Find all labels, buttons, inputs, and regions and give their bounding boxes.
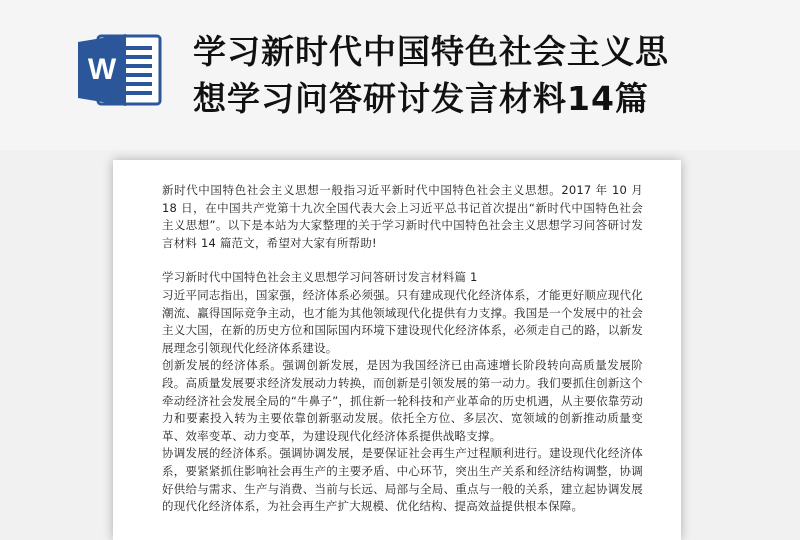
word-document-icon [76, 32, 166, 108]
title-line-2: 想学习问答研讨发言材料14篇 [193, 79, 649, 118]
section-heading: 学习新时代中国特色社会主义思想学习问答研讨发言材料篇 1 [162, 270, 478, 285]
body-paragraph: 习近平同志指出，国家强，经济体系必须强。只有建成现代化经济体系，才能更好顺应现代化潮流、赢得国际竞争主动，也才能为其他领域现代化提供有力支撑。我国是一个发展中的社会主义大国，在新的历史方位和国际国内环境下建设现代化经济体系，必须走自己的路，以新发展理念引领现代化经济体系建设。 [162, 287, 643, 355]
page-title [193, 28, 783, 122]
header-banner [0, 0, 800, 150]
word-icon-letter: W [87, 53, 117, 86]
body-paragraph: 创新发展的经济体系。强调创新发展，是因为我国经济已由高速增长阶段转向高质量发展阶段。高质量发展要求经济发展动力转换，而创新是引领发展的第一动力。我们要抓住创新这个牵动经济社会发展全局的“牛鼻子”，抓住新一轮科技和产业革命的历史机遇，从主要依靠劳动力和要素投入转为主要依靠创新驱动发展。依托全方位、多层次、宽领域的创新推动质量变革、效率变革、动力变革，为建设现代化经济体系提供战略支撑。 [162, 358, 643, 443]
document-body [162, 182, 643, 516]
body-paragraph: 协调发展的经济体系。强调协调发展，是要保证社会再生产过程顺利进行。建设现代化经济体系，要紧紧抓住影响社会再生产的主要矛盾、中心环节，突出生产关系和经济结构调整，协调好供给与需求、生产与消费、当前与长远、局部与全局、重点与一般的关系，建立起协调发展的现代化经济体系，为社会再生产扩大规模、优化结构、提高效益提供根本保障。 [162, 446, 643, 514]
intro-paragraph: 新时代中国特色社会主义思想一般指习近平新时代中国特色社会主义思想。2017 年 10 月 18 日，在中国共产党第十九次全国代表大会上习近平总书记首次提出“新时代中国特色社会主义思想”。以下是本站为大家整理的关于学习新时代中国特色社会主义思想学习问答研讨发言材料 14 篇范文，希望对大家有所帮助! [162, 183, 643, 250]
document-page-preview [113, 160, 681, 540]
title-line-1: 学习新时代中国特色社会主义思 [193, 32, 669, 71]
